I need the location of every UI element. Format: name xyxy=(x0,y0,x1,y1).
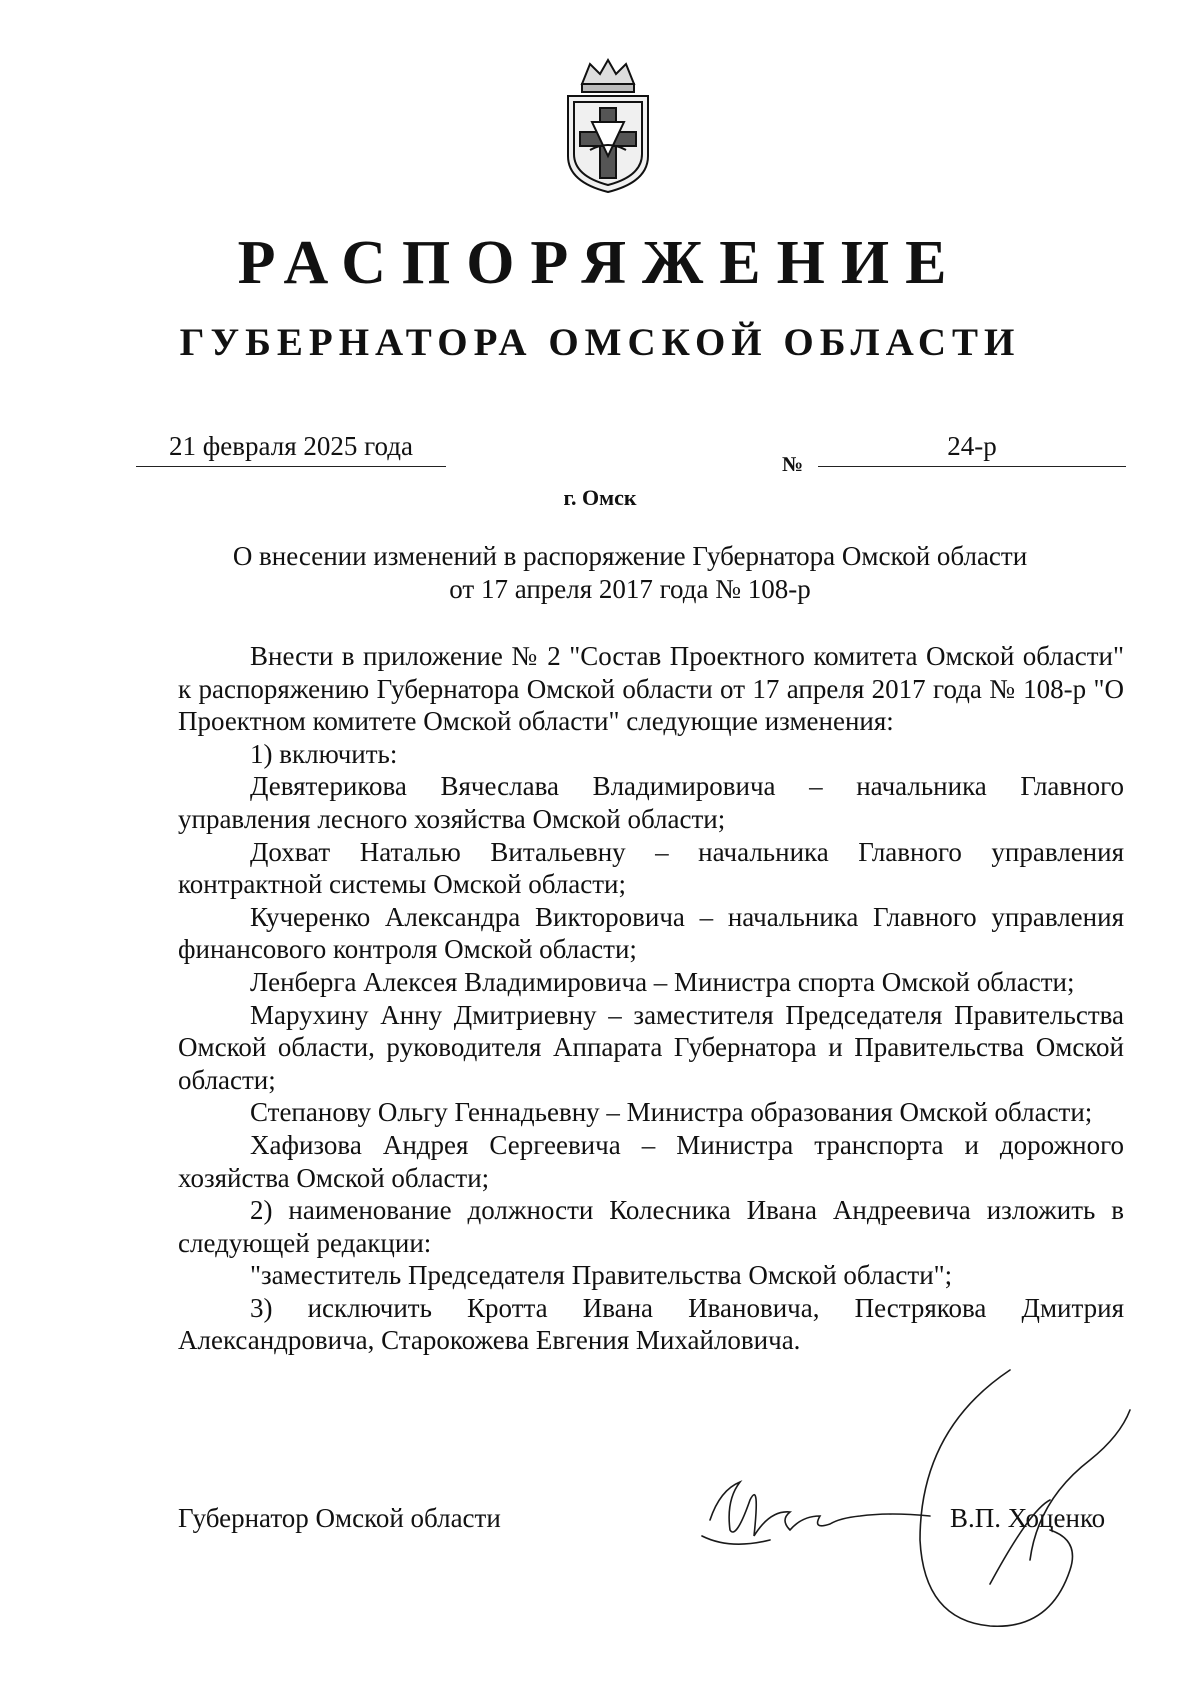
number-sign: № xyxy=(782,452,804,476)
handwritten-signature xyxy=(690,1340,1150,1640)
document-number: 24-р xyxy=(818,430,1126,467)
paragraph: 1) включить: xyxy=(250,738,398,769)
document-body xyxy=(178,640,1124,1357)
paragraph: 2) наименование должности Колесника Ивана Андреевича изложить в следующей редакции: xyxy=(178,1195,1124,1258)
paragraph: "заместитель Председателя Правительства Омской области"; xyxy=(250,1260,953,1291)
paragraph: Внести в приложение № 2 "Состав Проектного комитета Омской области" к распоряжению Губернатора Омской области от 17 апреля 2017 года № 108-р "О Проектном комитете Омской области" следующие изменения: xyxy=(178,641,1124,737)
document-city: г. Омск xyxy=(563,485,637,510)
paragraph: Дохват Наталью Витальевну – начальника Главного управления контрактной системы Омской области; xyxy=(178,836,1124,900)
paragraph: Девятерикова Вячеслава Владимировича – начальника Главного управления лесного хозяйства Омской области; xyxy=(178,771,1124,834)
heading-line-2: от 17 апреля 2017 года № 108-р xyxy=(449,574,811,604)
signatory-title: Губернатор Омской области xyxy=(178,1503,501,1533)
coat-of-arms-emblem xyxy=(560,56,656,196)
document-date: 21 февраля 2025 года xyxy=(136,430,446,467)
paragraph: Марухину Анну Дмитриевну – заместителя Председателя Правительства Омской области, руководителя Аппарата Губернатора и Правительства Омской области; xyxy=(178,999,1124,1095)
paragraph: Степанову Ольгу Геннадьевну – Министра образования Омской области; xyxy=(250,1097,1093,1128)
document-subtitle: ГУБЕРНАТОРА ОМСКОЙ ОБЛАСТИ xyxy=(179,321,1021,364)
document-heading xyxy=(170,540,1090,606)
paragraph: Хафизова Андрея Сергеевича – Министра транспорта и дорожного хозяйства Омской области; xyxy=(178,1129,1124,1193)
document-title: РАСПОРЯЖЕНИЕ xyxy=(237,229,963,297)
paragraph: Кучеренко Александра Викторовича – начальника Главного управления финансового контроля Омской области; xyxy=(178,901,1124,965)
heading-line-1: О внесении изменений в распоряжение Губернатора Омской области xyxy=(232,541,1028,571)
paragraph: 3) исключить Кротта Ивана Ивановича, Пестрякова Дмитрия Александровича, Старокожева Евгения Михайловича. xyxy=(178,1292,1124,1356)
signatory-name: В.П. Хоценко xyxy=(950,1503,1106,1533)
paragraph: Ленберга Алексея Владимировича – Министра спорта Омской области; xyxy=(250,966,1075,997)
